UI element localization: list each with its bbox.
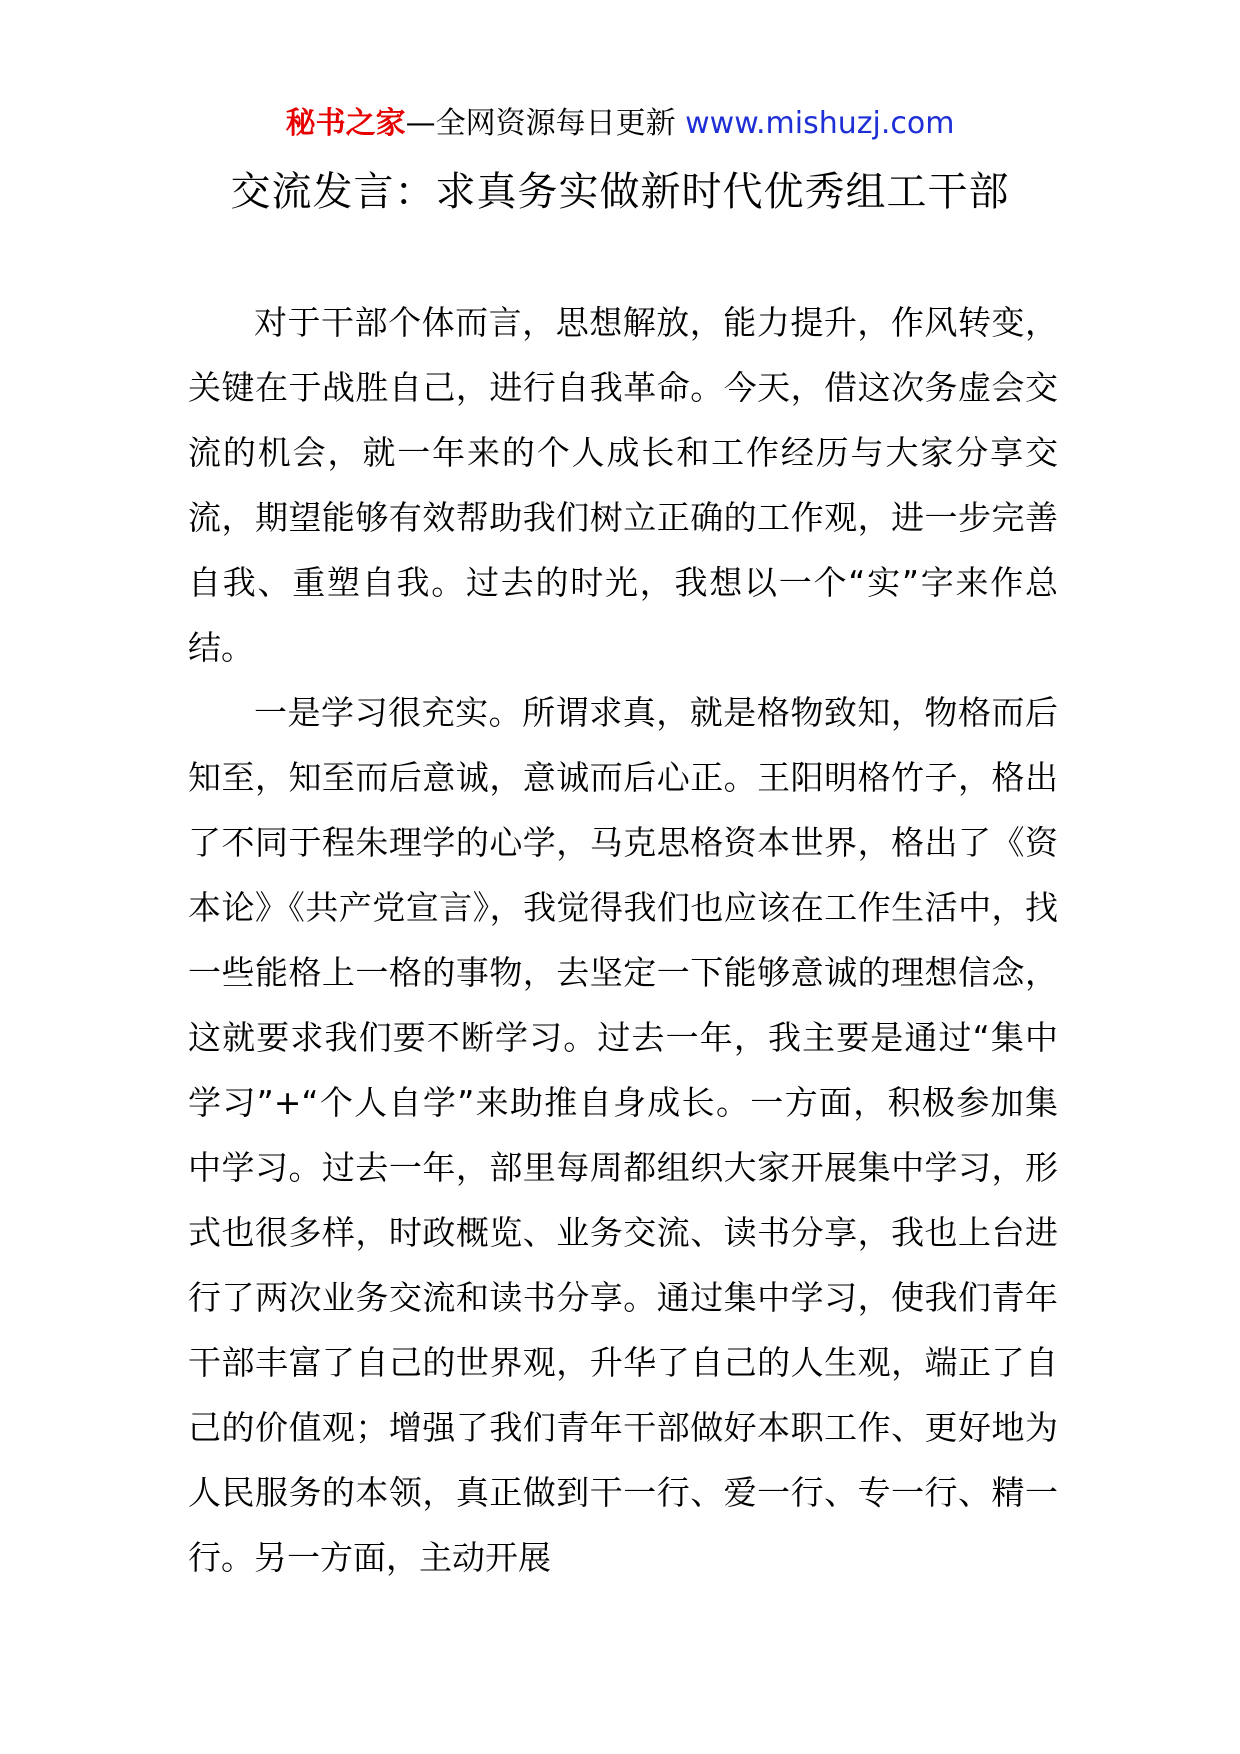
brand-name: 秘书之家	[285, 106, 406, 141]
paragraph-intro: 对于干部个体而言，思想解放，能力提升，作风转变，关键在于战胜自己，进行自我革命。今天，借这次务虚会交流的机会，就一年来的个人成长和工作经历与大家分享交流，期望能够有效帮助我们树立正确的工作观，进一步完善自我、重塑自我。过去的时光，我想以一个“实”字来作总结。	[188, 303, 1058, 667]
paragraph-study: 一是学习很充实。所谓求真，就是格物致知，物格而后知至，知至而后意诚，意诚而后心正。王阳明格竹子，格出了不同于程朱理学的心学，马克思格资本世界，格出了《资本论》《共产党宣言》，我觉得我们也应该在工作生活中，找一些能格上一格的事物，去坚定一下能够意诚的理想信念，这就要求我们要不断学习。过去一年，我主要是通过“集中学习”+“个人自学”来助推自身成长。一方面，积极参加集中学习。过去一年，部里每周都组织大家开展集中学习，形式也很多样，时政概览、业务交流、读书分享，我也上台进行了两次业务交流和读书分享。通过集中学习，使我们青年干部丰富了自己的世界观，升华了自己的人生观，端正了自己的价值观；增强了我们青年干部做好本职工作、更好地为人民服务的本领，真正做到干一行、爱一行、专一行、精一行。另一方面，主动开展	[188, 693, 1058, 1577]
header-tagline: —全网资源每日更新	[405, 106, 686, 141]
site-header	[0, 102, 1240, 146]
document-title: 交流发言：求真务实做新时代优秀组工干部	[230, 169, 1010, 215]
document-body	[188, 290, 1058, 1590]
site-url-link[interactable]: www.mishuzj.com	[685, 106, 955, 141]
